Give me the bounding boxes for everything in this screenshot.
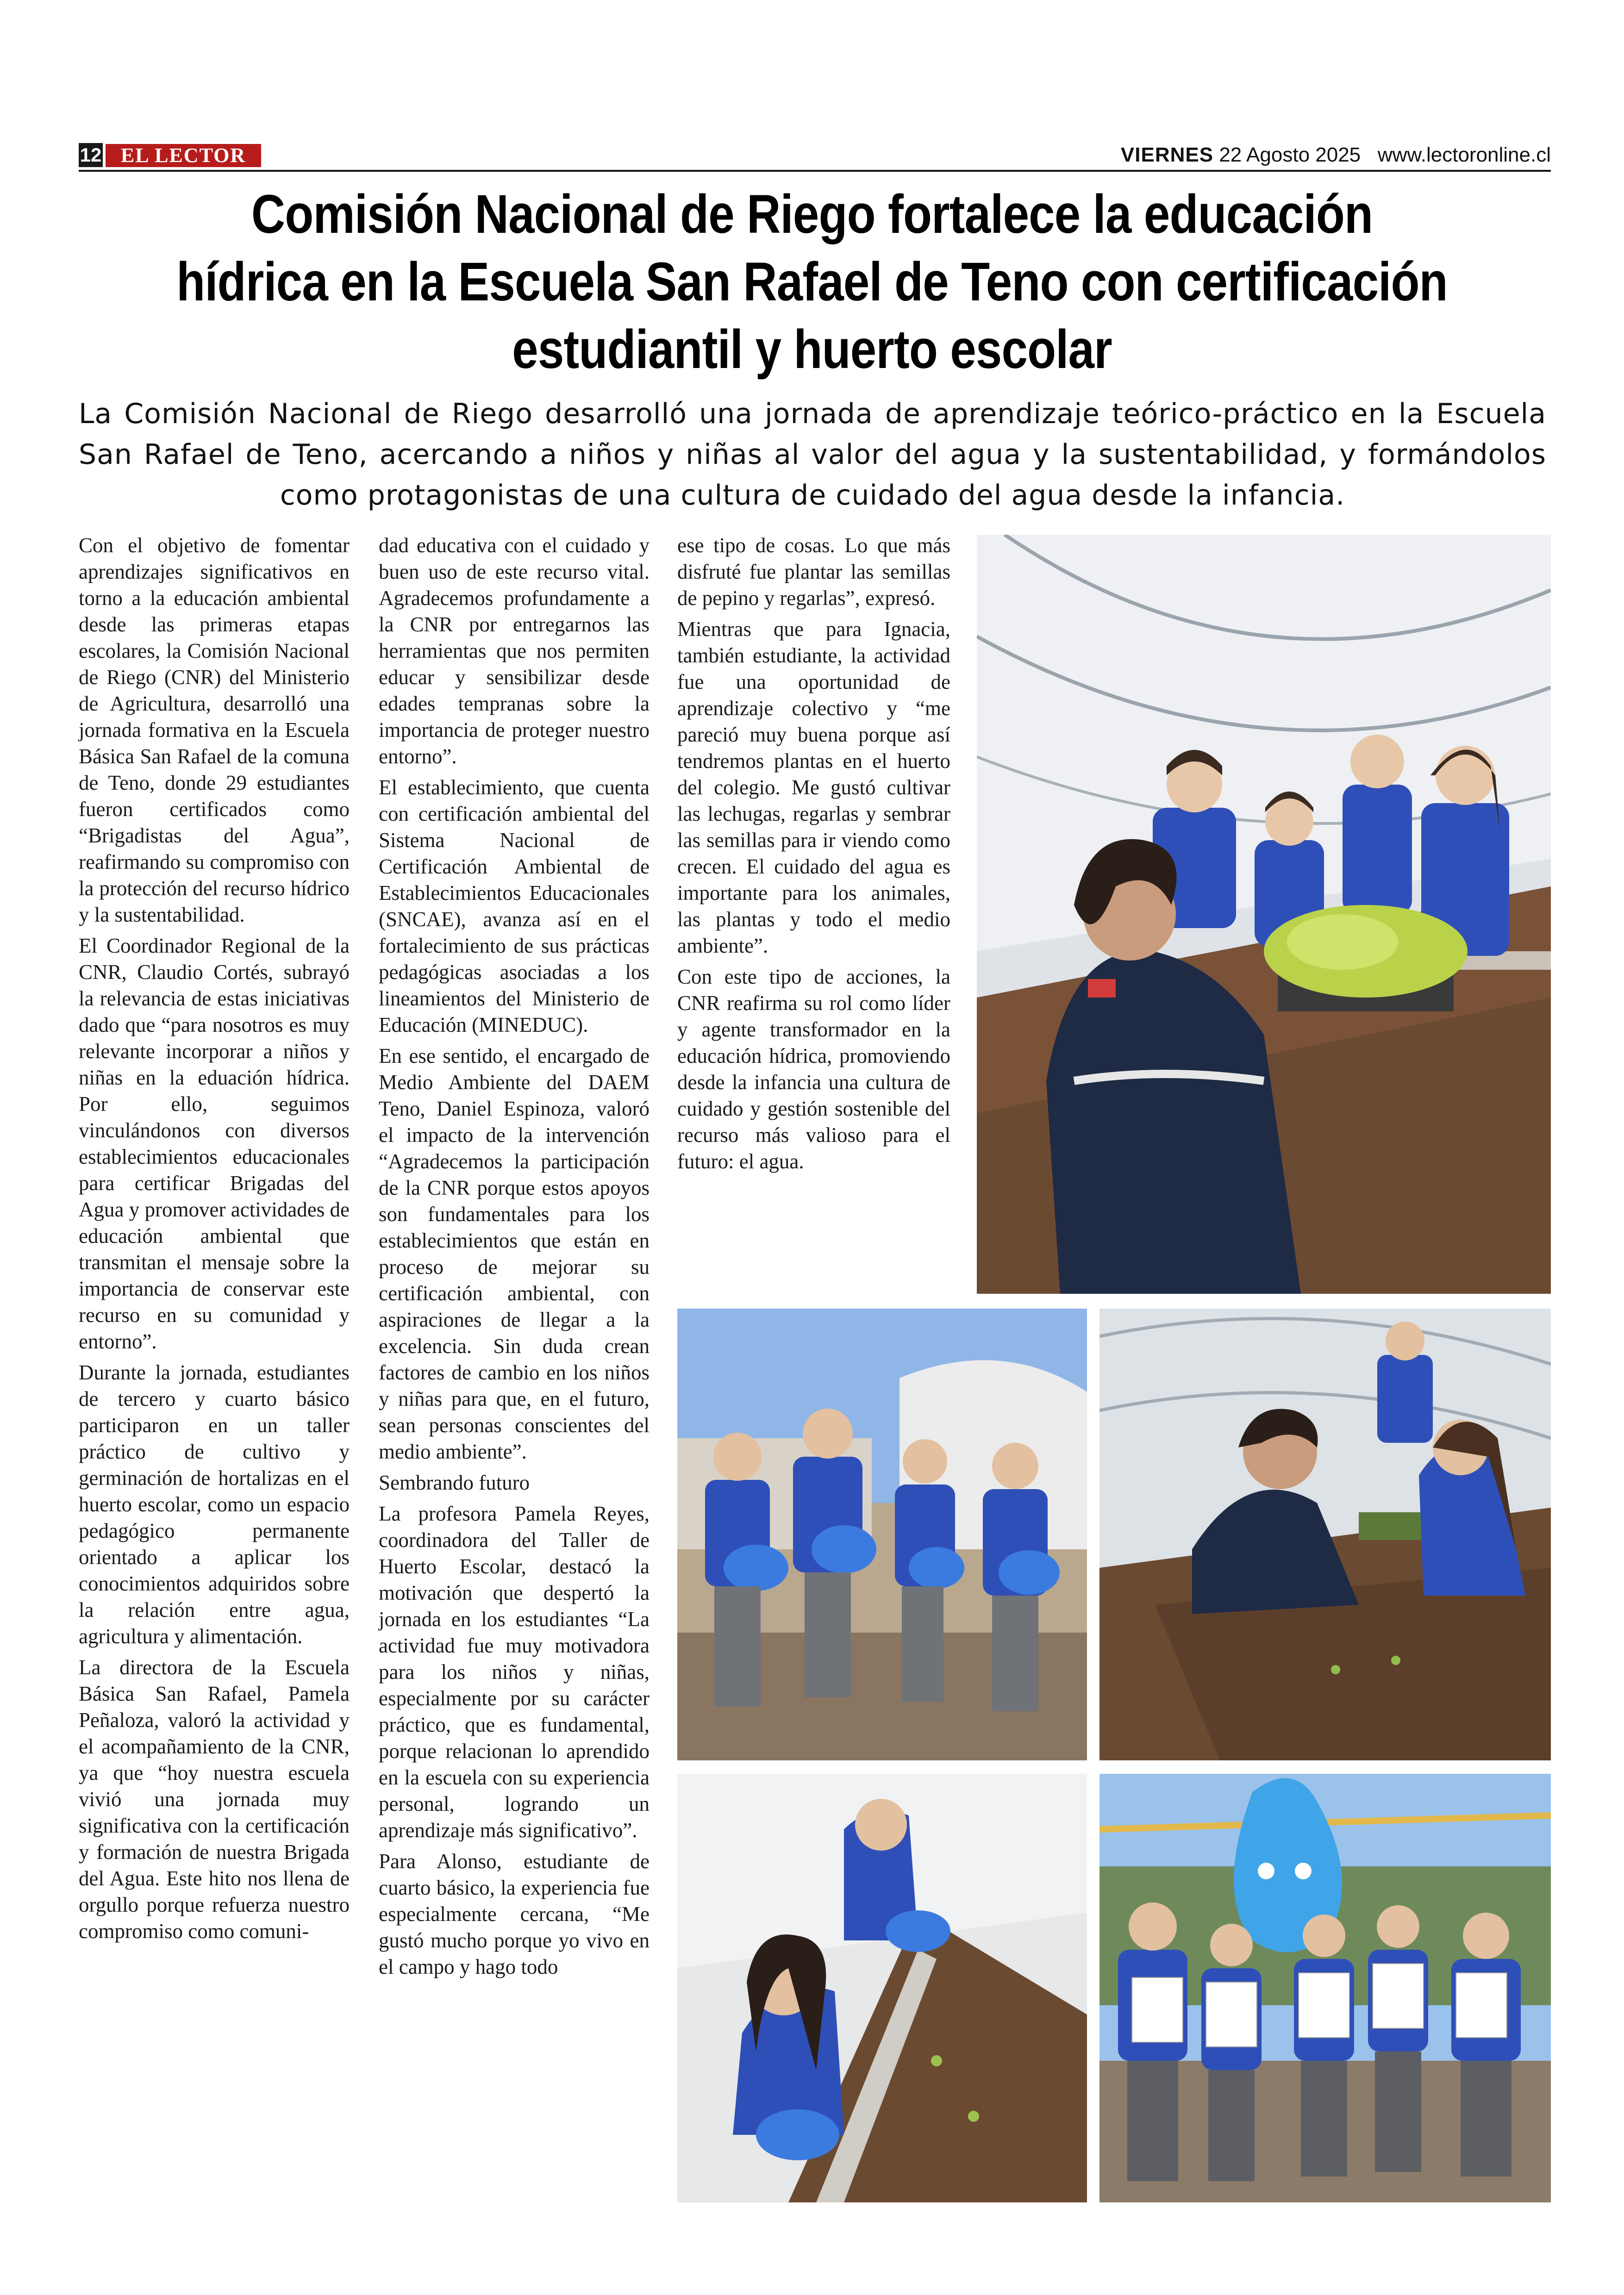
paragraph: Mientras que para Ignacia, también estudiante, la actividad fue una oportunidad de aprendizaje colectivo y “me pareció muy buena porque así tendremos plantas en el huerto del colegio. Me gustó cultivar las lechugas, regarlas y sembrar las semillas para ir viendo como crecen. El cuidado del agua es importante para los animales, las plantas y todo el medio ambiente”. xyxy=(677,617,950,957)
page-header xyxy=(79,141,1551,170)
paragraph: dad educativa con el cuidado y buen uso de este recurso vital. Agradecemos profundamente a la CNR por entregarnos las herramientas que nos permiten educar y sensibilizar desde edades tempranas sobre la importancia de proteger nuestro entorno”. xyxy=(379,534,650,768)
article-column-3 xyxy=(677,532,950,1296)
paragraph: El Coordinador Regional de la CNR, Claudio Cortés, subrayó la relevancia de estas iniciativas dado que “para nosotros es muy relevante incorporar a niños y niñas en la eduación hídrica. Por ello, seguimos vinculándonos con diversos establecimientos educacionales para certificar Brigadas del Agua y promover actividades de educación ambiental que transmitan el mensaje sobre la importancia de conservar este recurso en su comunidad y entorno”. xyxy=(79,934,350,1353)
paragraph: Con este tipo de acciones, la CNR reafirma su rol como líder y agente transformador en la educación hídrica, promoviendo desde la infancia una cultura de cuidado y gestión sostenible del recurso más valioso para el futuro: el agua. xyxy=(677,965,950,1173)
subheading: Sembrando futuro xyxy=(379,1471,530,1494)
website-link[interactable]: www.lectoronline.cl xyxy=(1377,143,1551,166)
paragraph: La profesora Pamela Reyes, coordinadora del Taller de Huerto Escolar, destacó la motivación que despertó la jornada en los estudiantes “La actividad fue muy motivadora para los niños y niñas, especialmente por su carácter práctico, que es fundamental, porque relacionan lo aprendido en la escuela con su experiencia personal, logrando un aprendizaje más significativo”. xyxy=(379,1502,650,1842)
paragraph: Con el objetivo de fomentar aprendizajes significativos en torno a la educación ambiental desde las primeras etapas escolares, la Comisión Nacional de Riego (CNR) del Ministerio de Agricultura, desarrolló una jornada formativa en la Escuela Básica San Rafael de la comuna de Teno, donde 29 estudiantes fueron certificados como “Brigadistas del Agua”, reafirmando su compromiso con la protección del recurso hídrico y la sustentabilidad. xyxy=(79,534,350,926)
paragraph: Para Alonso, estudiante de cuarto básico, la experiencia fue especialmente cercana, “Me gustó mucho porque yo vivo en el campo y hago todo xyxy=(379,1850,650,1978)
photo-children-watering-seedlings xyxy=(677,1774,1087,2202)
paragraph: En ese sentido, el encargado de Medio Ambiente del DAEM Teno, Daniel Espinoza, valoró el impacto de la intervención “Agradecemos la participación de la CNR porque estos apoyos son fundamentales para los establecimientos que están en proceso de mejorar su certificación ambiental, con aspiraciones de llegar a la excelencia. Sin duda crean factores de cambio en los niños y niñas para que, en el futuro, sean personas conscientes del medio ambiente”. xyxy=(379,1044,650,1463)
paragraph: El establecimiento, que cuenta con certificación ambiental del Sistema Nacional de Certificación Ambiental de Establecimientos Educacionales (SNCAE), avanza así en el fortalecimiento de sus prácticas pedagógicas asociadas a los lineamientos del Ministerio de Educación (MINEDUC). xyxy=(379,776,650,1036)
paragraph: La directora de la Escuela Básica San Rafael, Pamela Peñaloza, valoró la actividad y el acompañamiento de la CNR, ya que “hoy nuestra escuela vivió una jornada muy significativa con la certificación y formación de nuestra Brigada del Agua. Este hito nos llena de orgullo porque refuerza nuestro compromiso como comuni- xyxy=(79,1656,350,1943)
article-column-2 xyxy=(379,532,650,2199)
photo-children-watering-cans xyxy=(677,1309,1087,1760)
date-line xyxy=(1121,141,1551,169)
paragraph: ese tipo de cosas. Lo que más disfruté fue plantar las semillas de pepino y regarlas”, expresó. xyxy=(677,534,950,610)
paragraph: Durante la jornada, estudiantes de tercero y cuarto básico participaron en un taller práctico de cultivo y germinación de hortalizas en el huerto escolar, como un espacio pedagógico permanente orientado a aplicar los conocimientos adquiridos sobre la relación entre agua, agricultura y alimentación. xyxy=(79,1361,350,1648)
deck: La Comisión Nacional de Riego desarrolló una jornada de aprendizaje teórico-práctico en la Escuela San Rafael de Teno, acercando a niños y niñas al valor del agua y la sustentabilidad, y formándolos como protagonistas de una cultura de cuidado del agua desde la infancia. xyxy=(79,398,1546,511)
photo-certificates-mascot xyxy=(1099,1774,1551,2202)
article-column-1 xyxy=(79,532,350,2199)
photo-greenhouse-seedlings xyxy=(977,535,1551,1294)
newspaper-logo: EL LECTOR xyxy=(106,144,261,167)
weekday: VIERNES xyxy=(1120,143,1214,166)
photo-planting-greenhouse xyxy=(1099,1309,1551,1760)
page-number: 12 xyxy=(79,143,103,167)
header-rule xyxy=(79,170,1551,172)
headline: Comisión Nacional de Riego fortalece la educación hídrica en la Escuela San Rafael de Teno con certificación estudiantil y huerto escolar xyxy=(176,184,1448,380)
issue-date: 22 Agosto 2025 xyxy=(1219,143,1361,166)
